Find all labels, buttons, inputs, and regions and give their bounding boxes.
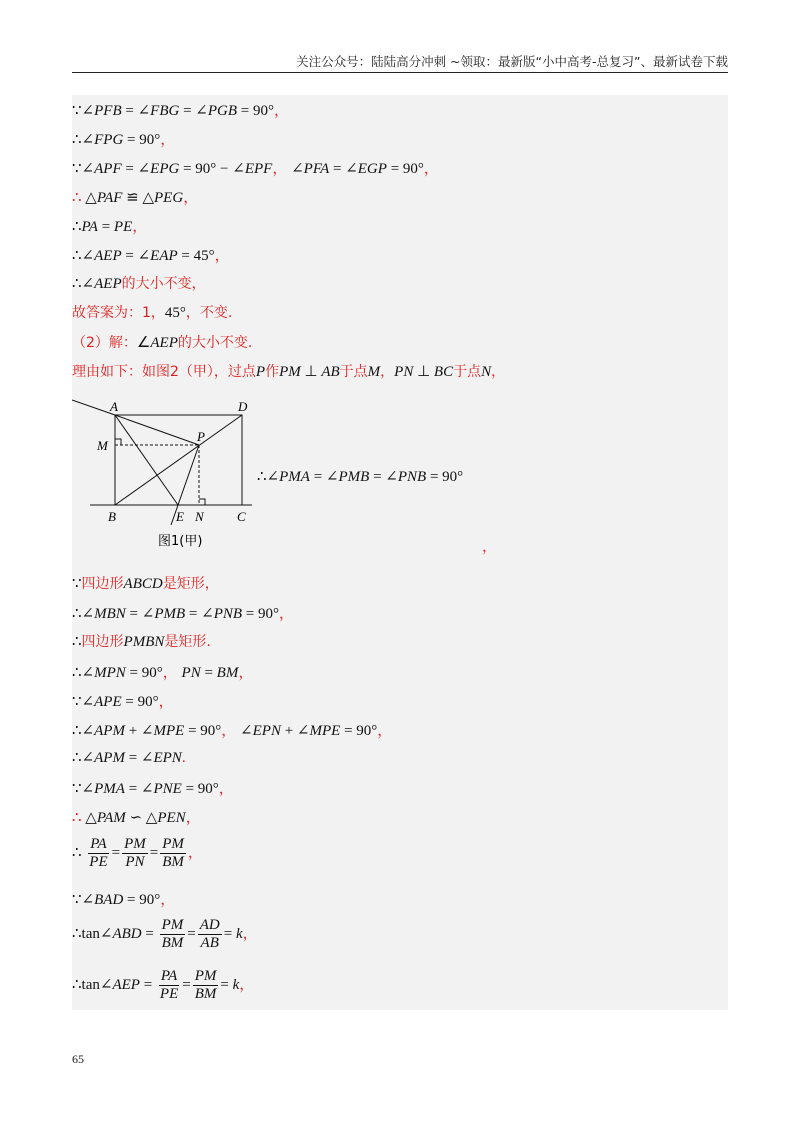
step-line-6: ∴∠AEP = ∠EAP = 45°，: [72, 248, 230, 264]
label-a: A: [110, 399, 118, 414]
step-line-11: ∴∠PMA = ∠PMB = ∠PNB = 90°: [257, 469, 464, 485]
answer-line: 故答案为：1，45°，不变.: [72, 305, 233, 321]
step-line-20: ∵∠PMA = ∠PNE = 90°，: [72, 781, 234, 797]
step-line-17: ∵∠APE = 90°，: [72, 694, 174, 710]
step-line-19: ∴∠APM = ∠EPN.: [72, 750, 186, 766]
step-line-3: ∵∠APF = ∠EPG = 90° − ∠EPF， ∠PFA = ∠EGP = 90°，: [72, 161, 439, 177]
step-line-13: ∵四边形ABCD是矩形，: [72, 576, 219, 592]
header-divider: [72, 72, 728, 73]
step-line-23: ∵∠BAD = 90°，: [72, 892, 176, 908]
label-n: N: [195, 509, 204, 524]
step-line-14: ∴∠MBN = ∠PMB = ∠PNB = 90°，: [72, 606, 295, 622]
label-d: D: [238, 399, 248, 414]
step-line-4: ∴ △PAF ≌ △PEG，: [72, 190, 199, 206]
label-p: P: [197, 429, 205, 444]
label-b: B: [108, 509, 116, 524]
page-number: 65: [72, 1052, 84, 1066]
geometry-figure: [72, 395, 272, 555]
label-c: C: [237, 509, 246, 524]
step-line-1: ∵∠PFB = ∠FBG = ∠PGB = 90°，: [72, 103, 290, 119]
figure-caption: 图1(甲): [158, 534, 203, 549]
step-line-21: ∴ △PAM ∽ △PEN，: [72, 810, 201, 826]
step-line-2: ∴∠FPG = 90°，: [72, 132, 176, 148]
step-line-7: ∴∠AEP的大小不变，: [72, 276, 206, 292]
label-m: M: [97, 438, 108, 453]
step-line-25: ∴tan∠AEP = $\frac{PA}{PE}$ = $\frac{PM}{BM}$ = k，: [72, 968, 255, 1002]
step-line-18: ∴∠APM + ∠MPE = 90°， ∠EPN + ∠MPE = 90°，: [72, 723, 393, 739]
step-line-24: ∴tan∠ABD = $\frac{PM}{BM}$ = $\frac{AD}{AB}$ = k，: [72, 917, 258, 951]
step-line-15: ∴四边形PMBN是矩形.: [72, 634, 211, 650]
step-line-16: ∴∠MPN = 90°， PN = BM，: [72, 665, 254, 681]
label-e: E: [176, 509, 184, 524]
reason-line: 理由如下：如图2（甲），过点P作PM ⊥ AB于点M，PN ⊥ BC于点N，: [72, 364, 506, 380]
step-line-5: ∴PA = PE，: [72, 219, 148, 235]
step-line-22: ∴ $\frac{PA}{PE}$ = $\frac{PM}{PN}$ = $\frac{PM}{BM}$ ，: [72, 836, 203, 870]
solution-content: [72, 95, 728, 1010]
page-header: 关注公众号：陆陆高分冲刺 ~领取：最新版“小中高考-总复习”、最新试卷下载: [296, 54, 728, 69]
comma-mark: ，: [482, 539, 498, 555]
part2-heading: （2）解：∠AEP的大小不变.: [72, 335, 253, 351]
